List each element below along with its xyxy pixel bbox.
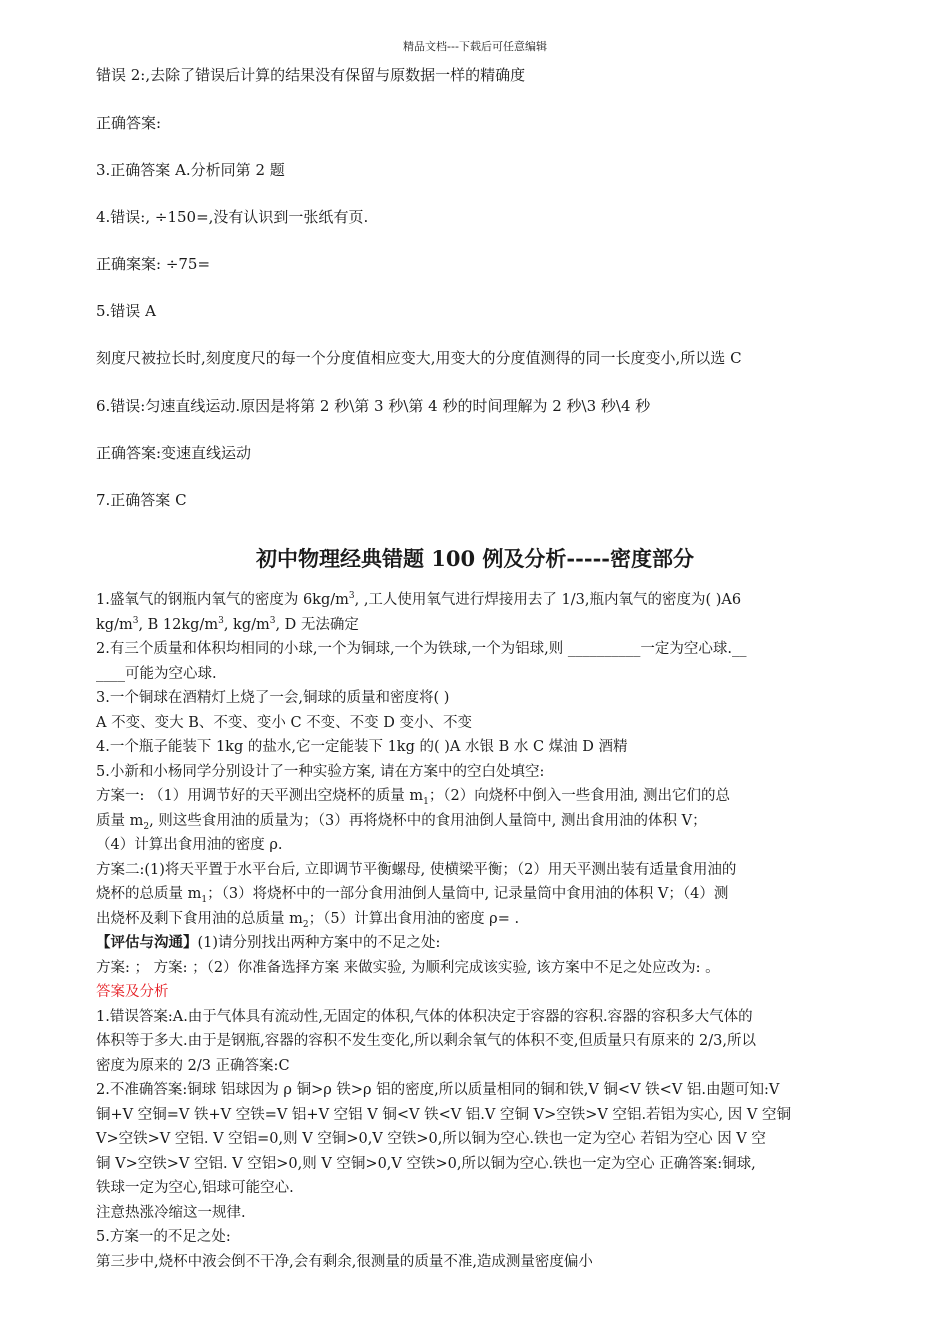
answer-2-line-2: 铜+V 空铜=V 铁+V 空铁=V 铝+V 空铝 V 铜<V 铁<V 铝.V 空铜 V>空铁>V 空铝.若铝为实心, 因 V 空铜 bbox=[96, 1106, 791, 1123]
item-4: 4.错误:, ÷150=,没有认识到一张纸有页. bbox=[96, 208, 369, 226]
evaluation-line-2: 方案: ； 方案: ；（2）你准备选择方案 来做实验, 为顺利完成该实验, 该方案中不足之处应改为: 。 bbox=[96, 959, 720, 976]
question-2-line-2: ____可能为空心球. bbox=[96, 665, 217, 682]
question-3-options: A 不变、变大 B、不变、变小 C 不变、不变 D 变小、不变 bbox=[96, 714, 472, 731]
answer-2-line-5: 铁球一定为空心,铝球可能空心. bbox=[96, 1180, 294, 1196]
item-5-explanation: 刻度尺被拉长时,刻度度尺的每一个分度值相应变大,用变大的分度值测得的同一长度变小,所以选 C bbox=[96, 349, 742, 367]
answer-2-line-1: 2.不准确答案:铜球 铝球因为 ρ 铜>ρ 铁>ρ 铝的密度,所以质量相同的铜和铁,V 铜<V 铁<V 铝.由题可知:V bbox=[96, 1082, 780, 1098]
answer-2-line-3: V>空铁>V 空铝. V 空铝=0,则 V 空铜>0,V 空铁>0,所以铜为空心.铁也一定为空心 若铝为空心 因 V 空 bbox=[96, 1131, 766, 1147]
answer-1-line-3: 密度为原来的 2/3 正确答案:C bbox=[96, 1057, 290, 1074]
question-1-line-1: 1.盛氧气的钢瓶内氧气的密度为 $6kg/m^3$, ,工人使用氧气进行焊接用去了 1/3,瓶内氧气的密度为( )A6 bbox=[96, 591, 742, 608]
question-3: 3.一个铜球在酒精灯上烧了一会,铜球的质量和密度将( ) bbox=[96, 690, 450, 706]
questions-and-answers bbox=[96, 588, 858, 1274]
answer-2-line-4: 铜 V>空铁>V 空铝. V 空铝>0,则 V 空铜>0,V 空铁>0,所以铜为空心.铁也一定为空心 正确答案:铜球, bbox=[96, 1155, 756, 1172]
item-6-answer: 正确答案:变速直线运动 bbox=[96, 444, 252, 462]
plan-1-line-3: （4）计算出食用油的密度 ρ. bbox=[96, 837, 283, 853]
correct-answer-label: 正确答案: bbox=[96, 114, 162, 132]
answer-5-detail: 第三步中,烧杯中液会倒不干净,会有剩余,很测量的质量不准,造成测量密度偏小 bbox=[96, 1253, 593, 1270]
item-4-answer: 正确案案: ÷75= bbox=[96, 255, 211, 273]
answers-heading: 答案及分析 bbox=[96, 984, 169, 1000]
question-5: 5.小新和小杨同学分别设计了一种实验方案, 请在方案中的空白处填空: bbox=[96, 763, 545, 780]
item-5: 5.错误 A bbox=[96, 302, 156, 320]
section-title: 初中物理经典错题 100 例及分析-----密度部分 bbox=[255, 546, 695, 571]
question-4: 4.一个瓶子能装下 1kg 的盐水,它一定能装下 1kg 的( )A 水银 B 水 C 煤油 D 酒精 bbox=[96, 739, 628, 755]
item-6: 6.错误:匀速直线运动.原因是将第 2 秒\第 3 秒\第 4 秒的时间理解为 2 秒\3 秒\4 秒 bbox=[96, 397, 651, 415]
plan-2-line-2: 烧杯的总质量 $m_1$；（3）将烧杯中的一部分食用油倒人量筒中, 记录量筒中食用油的体积 V；（4）测 bbox=[96, 886, 729, 905]
page-header: 精品文档---下载后可任意编辑 bbox=[403, 40, 547, 53]
error-2-text: 错误 2:,去除了错误后计算的结果没有保留与原数据一样的精确度 bbox=[96, 66, 526, 84]
question-1-line-2: $kg/m^3$, B $12kg/m^3$, $kg/m^3$, D 无法确定 bbox=[96, 615, 359, 633]
plan-1-line-1: 方案一: （1）用调节好的天平测出空烧杯的质量 $m_1$；（2）向烧杯中倒入一些食用油, 测出它们的总 bbox=[96, 788, 731, 807]
answer-5: 5.方案一的不足之处: bbox=[96, 1229, 231, 1245]
answer-1-line-2: 体积等于多大.由于是钢瓶,容器的容积不发生变化,所以剩余氧气的体积不变,但质量只有原来的 2/3,所以 bbox=[96, 1033, 756, 1049]
evaluation-line-1: 【评估与沟通】(1)请分别找出两种方案中的不足之处: bbox=[96, 934, 441, 951]
plan-1-line-2: 质量 $m_2$, 则这些食用油的质量为；（3）再将烧杯中的食用油倒人量筒中, 测出食用油的体积 V； bbox=[96, 812, 707, 832]
plan-2-line-1: 方案二:(1)将天平置于水平台后, 立即调节平衡螺母, 使横梁平衡；（2）用天平测出装有适量食用油的 bbox=[96, 861, 737, 878]
item-7: 7.正确答案 C bbox=[96, 491, 187, 509]
answer-1-line-1: 1.错误答案:A.由于气体具有流动性,无固定的体积,气体的体积决定于容器的容积.容器的容积多大气体的 bbox=[96, 1008, 753, 1025]
item-3: 3.正确答案 A.分析同第 2 题 bbox=[96, 161, 285, 179]
question-2-line-1: 2.有三个质量和体积均相同的小球,一个为铜球,一个为铁球,一个为铝球,则 __________一定为空心球.__ bbox=[96, 641, 747, 657]
note-line: 注意热涨冷缩这一规律. bbox=[96, 1204, 246, 1221]
plan-2-line-3: 出烧杯及剩下食用油的总质量 $m_2$；（5）计算出食用油的密度 ρ= . bbox=[96, 910, 520, 930]
